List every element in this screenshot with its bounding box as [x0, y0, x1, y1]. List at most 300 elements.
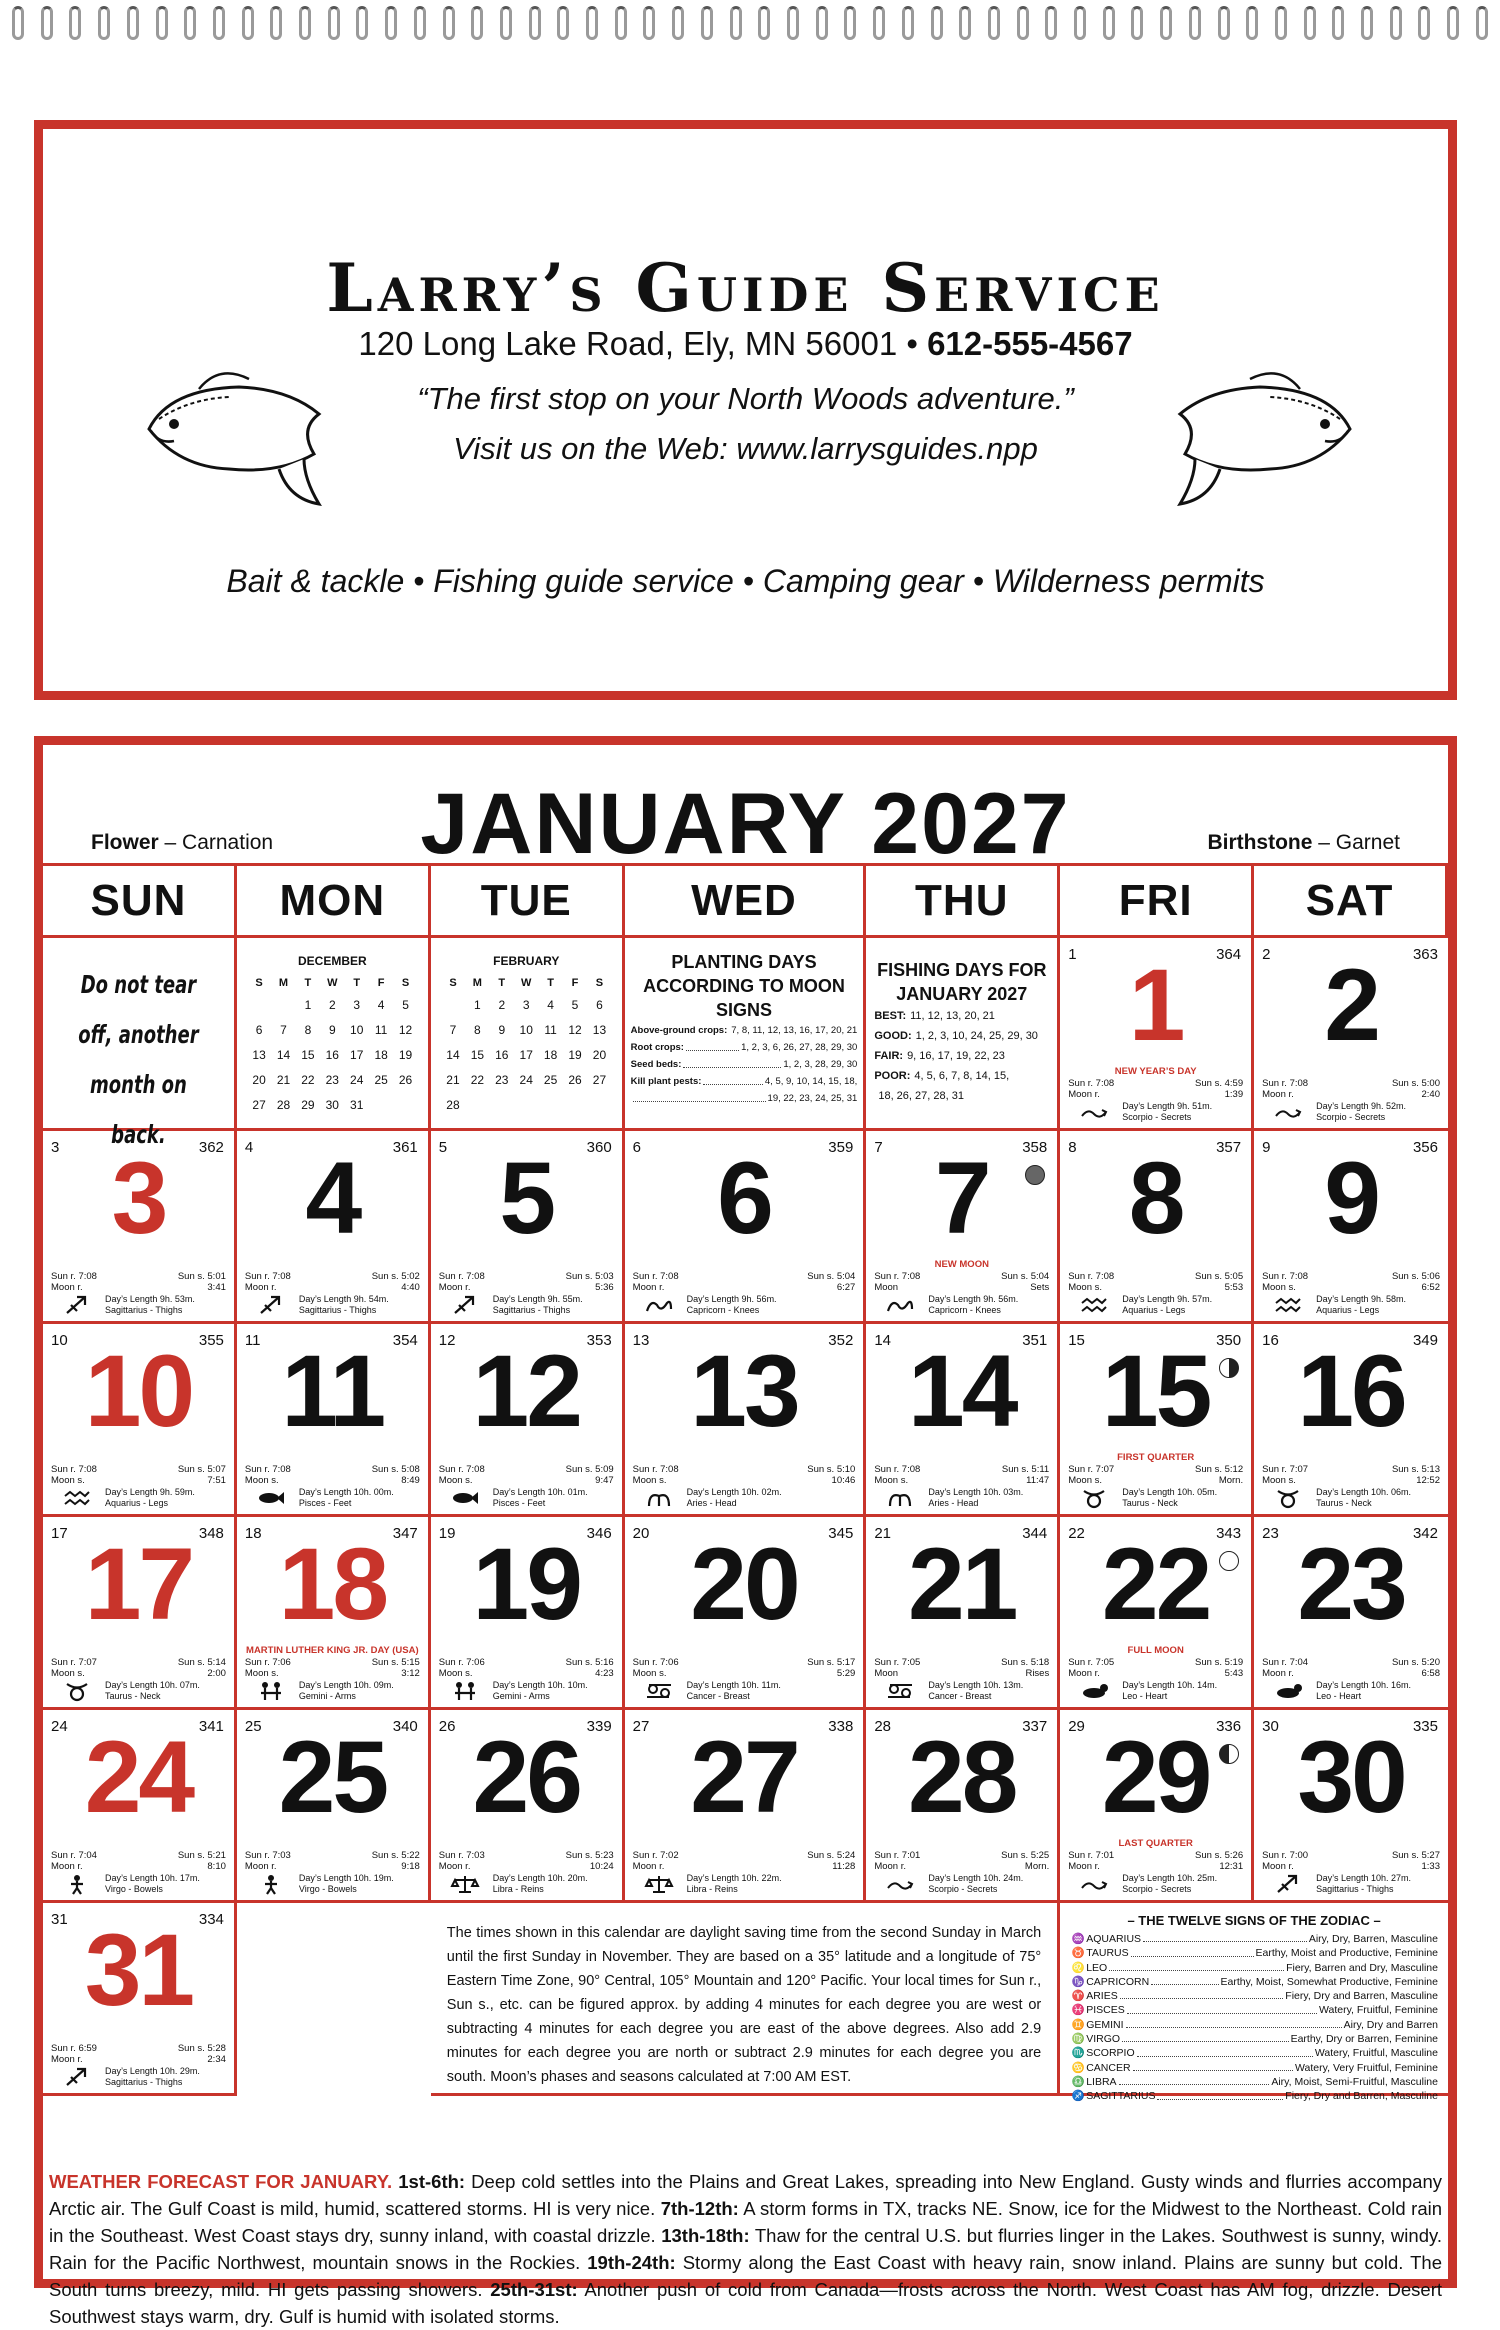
moon-label: Moon r. [51, 1282, 83, 1293]
planting-row-value: 1, 2, 3, 28, 29, 30 [783, 1059, 858, 1070]
moon-label: Moon r. [244, 1861, 277, 1872]
bass-fish-left-icon [129, 359, 339, 509]
mini-weekday-label: T [304, 977, 312, 989]
spiral-loop [643, 6, 655, 40]
day-length: Day’s Length 10h. 29m. [105, 2066, 200, 2076]
day-length: Day’s Length 10h. 14m. [1122, 1680, 1218, 1690]
day-cell-6[interactable] [625, 1131, 867, 1324]
zodiac-sign-part: Taurus - Neck [1316, 1498, 1372, 1508]
sun-times [633, 1271, 856, 1282]
sun-times [51, 2043, 226, 2054]
day-cell-14[interactable] [866, 1324, 1060, 1517]
day-length: Day’s Length 10h. 22m. [686, 1873, 782, 1883]
moon-time: 11:28 [832, 1861, 856, 1872]
mini-weekday-label: S [255, 977, 263, 989]
moon-label: Moon r. [874, 1861, 907, 1872]
planting-row [631, 1090, 858, 1107]
moon-times [633, 1475, 856, 1486]
zodiac-sign-part: Scorpio - Secrets [1122, 1884, 1192, 1894]
days-remaining: 342 [1412, 1525, 1438, 1542]
moon-times [633, 1861, 856, 1872]
moon-time: 2:40 [1421, 1089, 1440, 1100]
sun-times [633, 1850, 856, 1861]
zodiac-sign-part: Libra - Reins [686, 1884, 738, 1894]
spiral-loop [242, 6, 254, 40]
zodiac-cap-icon [886, 1295, 914, 1315]
mini-calendar-date: 21 [446, 1072, 460, 1087]
day-cell-3[interactable] [43, 1131, 237, 1324]
sun-times [1068, 1464, 1243, 1475]
zodiac-sag-icon [63, 1295, 91, 1315]
weather-period-text: Another push of cold from Canada—frosts across the North. West Coast has AM fog, drizzle. Desert Southwest stays warm, dry. Gulf is humid with isolated storms. [49, 2279, 1442, 2327]
days-remaining: 347 [392, 1525, 418, 1542]
day-length: Day’s Length 9h. 54m. [298, 1294, 389, 1304]
day-cell-24[interactable] [43, 1710, 237, 1903]
mini-calendar-date: 10 [519, 1022, 533, 1037]
mini-calendar-date: 4 [377, 997, 385, 1012]
day-cell-27[interactable] [625, 1710, 867, 1903]
days-remaining: 357 [1216, 1139, 1242, 1156]
mini-calendar-date: 21 [276, 1072, 291, 1087]
day-cell-5[interactable] [431, 1131, 625, 1324]
days-remaining: 349 [1412, 1332, 1438, 1349]
spiral-loop [1103, 6, 1115, 40]
day-length: Day’s Length 10h. 11m. [686, 1680, 781, 1690]
sunset-time: Sun s. 5:19 [1195, 1657, 1244, 1668]
sunset-time: Sun s. 5:06 [1391, 1271, 1440, 1282]
spiral-loop [328, 6, 340, 40]
day-length: Day’s Length 10h. 00m. [298, 1487, 394, 1497]
zodiac-qualities: Airy, Moist, Semi-Fruitful, Masculine [1271, 2075, 1438, 2088]
day-big-number: 18 [278, 1527, 387, 1641]
day-cell-7[interactable] [866, 1131, 1060, 1324]
moon-label: Moon s. [244, 1668, 279, 1679]
moon-time: 3:41 [207, 1282, 226, 1293]
zodiac-sign-part: Cancer - Breast [686, 1691, 750, 1701]
dot-leader [703, 1073, 762, 1085]
day-length: Day’s Length 10h. 07m. [105, 1680, 200, 1690]
dot-leader [1157, 2089, 1283, 2099]
day-cell-28[interactable] [866, 1710, 1060, 1903]
sun-times [874, 1464, 1049, 1475]
sun-times [1262, 1078, 1440, 1089]
zodiac-row [1070, 1975, 1438, 1989]
zodiac-tau-icon [1080, 1488, 1108, 1508]
day-big-number: 1 [1128, 948, 1183, 1062]
moon-times [633, 1282, 856, 1293]
dot-leader [1133, 2061, 1293, 2071]
day-cell-12[interactable] [431, 1324, 625, 1517]
weather-period-label: 25th-31st: [482, 2279, 578, 2300]
zodiac-pis-icon [451, 1488, 479, 1508]
mini-calendar-header-row [441, 974, 612, 992]
spiral-loop [41, 6, 53, 40]
dot-leader [1120, 1989, 1284, 1999]
moon-times [439, 1861, 614, 1872]
moon-times [1262, 1089, 1440, 1100]
dot-leader [1127, 2003, 1317, 2013]
day-cell-13[interactable] [625, 1324, 867, 1517]
day-small-number: 17 [51, 1525, 68, 1542]
mini-calendar-date: 1 [304, 997, 312, 1012]
sunrise-time: Sun r. 7:01 [874, 1850, 921, 1861]
mini-calendar-date: 23 [495, 1072, 509, 1087]
day-cell-15[interactable] [1060, 1324, 1254, 1517]
zodiac-signs-table [1060, 1903, 1448, 2103]
days-remaining: 353 [586, 1332, 612, 1349]
mini-calendar-date: 8 [474, 1022, 481, 1037]
business-slogan: “The first stop on your North Woods adventure.” [417, 381, 1074, 416]
mini-calendar-date: 10 [350, 1022, 364, 1037]
zodiac-gem-icon [257, 1681, 285, 1701]
zodiac-name: GEMINI [1086, 2018, 1124, 2031]
moon-time: 8:49 [401, 1475, 420, 1486]
moon-time: 10:24 [589, 1861, 614, 1872]
zodiac-sign-part: Scorpio - Secrets [1122, 1112, 1192, 1122]
day-length: Day’s Length 10h. 10m. [492, 1680, 588, 1690]
zodiac-name: ARIES [1086, 1990, 1118, 2003]
day-event-label: NEW MOON [934, 1259, 989, 1270]
mini-calendar-date: 24 [350, 1072, 364, 1087]
sunset-time: Sun s. 5:20 [1391, 1657, 1440, 1668]
moon-time: 5:53 [1224, 1282, 1244, 1293]
sunrise-time: Sun r. 7:07 [51, 1657, 97, 1668]
spiral-loop [500, 6, 512, 40]
sun-times [1068, 1271, 1243, 1282]
mini-calendar-date: 17 [350, 1047, 364, 1062]
moon-time: 8:10 [207, 1861, 226, 1872]
day-big-number: 3 [111, 1141, 166, 1255]
zodiac-can-icon [645, 1681, 673, 1701]
moon-times [245, 1668, 420, 1679]
zodiac-vir-icon [257, 1874, 285, 1894]
weather-forecast [49, 2168, 1442, 2330]
day-cell-29[interactable] [1060, 1710, 1254, 1903]
time-explanation-note: The times shown in this calendar are daylight saving time from the second Sunday in March until the first Sunday in November. They are based on a 35° latitude and a longitude of 75° Eastern Time Zone, 90° Central, 105° Mountain and 120° Pacific. Your local times for Sun r., Sun s., etc. can be figured approx. by adding 4 minutes for each degree you are west or subtracting 4 minutes for each degree you are east of the above degrees. Also add 2.9 minutes for each degree you are north or subtract 2.9 minutes for each degree you are south. Moon’s phases and seasons calculated at 7:00 AM EST. [431, 1903, 1060, 2096]
day-cell-16[interactable] [1254, 1324, 1448, 1517]
mini-weekday-label: W [521, 977, 532, 989]
day-small-number: 28 [874, 1718, 892, 1735]
calendar-grid [43, 863, 1448, 2103]
day-cell-9[interactable] [1254, 1131, 1448, 1324]
sunrise-time: Sun r. 7:08 [1068, 1271, 1115, 1282]
day-event-label: FULL MOON [1127, 1645, 1184, 1656]
spiral-loop [1218, 6, 1230, 40]
spiral-loop [443, 6, 455, 40]
mini-calendar-date [441, 992, 465, 1017]
day-cell-31[interactable] [43, 1903, 237, 2096]
zodiac-qualities: Fiery, Barren and Dry, Masculine [1286, 1961, 1438, 1974]
zodiac-sign-part: Virgo - Bowels [298, 1884, 357, 1894]
moon-label: Moon r. [1262, 1089, 1294, 1100]
spiral-loop [586, 6, 598, 40]
mini-calendar-date [490, 1092, 514, 1117]
fishing-row-label: POOR: [874, 1070, 911, 1082]
mini-calendar-date: 6 [596, 997, 603, 1012]
day-length: Day’s Length 9h. 59m. [105, 1487, 195, 1497]
mini-weekday-label: S [401, 977, 410, 989]
sun-times [1262, 1464, 1440, 1475]
day-cell-11[interactable] [237, 1324, 431, 1517]
mini-calendar-date: 18 [543, 1047, 558, 1062]
day-small-number: 30 [1262, 1718, 1279, 1735]
sun-times [439, 1657, 614, 1668]
sunset-time: Sun s. 5:26 [1195, 1850, 1244, 1861]
spiral-loop [1189, 6, 1201, 40]
zodiac-sign-part: Capricorn - Knees [686, 1305, 760, 1315]
mini-calendar-date [271, 992, 295, 1017]
mini-weekday-label: M [472, 977, 482, 989]
mini-weekday-label: T [547, 977, 554, 989]
fishing-title: FISHING DAYS FOR JANUARY 2027 [877, 960, 1047, 1004]
day-length: Day’s Length 10h. 09m. [298, 1680, 394, 1690]
day-cell-1[interactable] [1060, 938, 1254, 1131]
day-small-number: 5 [438, 1139, 448, 1156]
day-small-number: 23 [1262, 1525, 1279, 1542]
days-remaining: 355 [198, 1332, 224, 1349]
planting-row-label: Above-ground crops: [630, 1025, 728, 1036]
day-cell-23[interactable] [1254, 1517, 1448, 1710]
month-title: JANUARY 2027 [420, 776, 1071, 872]
days-remaining: 360 [586, 1139, 612, 1156]
weather-period-text: Deep cold settles into the Plains and Great Lakes, spreading into New England. Gusty winds and flurries accompany Arctic air. The Gulf Coast is mild, humid, scattered storms. HI is very nice. [49, 2171, 1443, 2219]
dot-leader [1122, 2032, 1289, 2042]
day-cell-4[interactable] [237, 1131, 431, 1324]
mini-calendar-date: 2 [498, 997, 506, 1012]
day-cell-25[interactable] [237, 1710, 431, 1903]
sun-times [245, 1657, 420, 1668]
mini-calendar-date: 12 [568, 1022, 582, 1037]
spiral-loop [414, 6, 426, 40]
zodiac-scorpio-icon [886, 1874, 914, 1894]
moon-label: Moon s. [438, 1475, 473, 1486]
mini-weekday-label: M [278, 977, 289, 989]
zodiac-row [1070, 2061, 1438, 2075]
zodiac-can-icon [886, 1681, 914, 1701]
moon-times [51, 2054, 226, 2065]
day-cell-18[interactable] [237, 1517, 431, 1710]
moon-label: Moon r. [1068, 1089, 1100, 1100]
sunrise-time: Sun r. 7:05 [1068, 1657, 1115, 1668]
sun-times [51, 1657, 226, 1668]
mini-calendar-date: 28 [446, 1097, 460, 1112]
zodiac-name: SAGITTARIUS [1086, 2090, 1156, 2103]
mini-calendar-date: 24 [519, 1072, 533, 1087]
sun-times [439, 1464, 614, 1475]
day-cell-2[interactable] [1254, 938, 1448, 1131]
day-small-number: 15 [1068, 1332, 1085, 1349]
day-small-number: 29 [1068, 1718, 1085, 1735]
moon-time: 6:52 [1421, 1282, 1440, 1293]
flower-label [91, 831, 273, 855]
fishing-row [874, 1006, 1049, 1026]
mini-calendar-date: 4 [547, 997, 554, 1012]
birthstone-heading: Birthstone [1207, 831, 1313, 854]
day-small-number: 11 [244, 1332, 261, 1349]
moon-time: 1:33 [1421, 1861, 1440, 1872]
mini-calendar-table [441, 974, 612, 1117]
zodiac-glyph-icon: ♓ [1071, 2004, 1085, 2017]
fishing-days-box [866, 938, 1060, 1131]
dot-leader [1143, 1932, 1307, 1942]
moon-time: Morn. [1024, 1861, 1050, 1872]
dot-leader [1131, 1946, 1254, 1956]
zodiac-sign-part: Scorpio - Secrets [1316, 1112, 1386, 1122]
moon-times [1068, 1668, 1243, 1679]
spiral-loop [1275, 6, 1287, 40]
planting-row-label: Kill plant pests: [630, 1076, 702, 1087]
spiral-loop [127, 6, 139, 40]
spiral-loop [1447, 6, 1459, 40]
mini-calendar-date: 5 [402, 997, 409, 1012]
sunset-time: Sun s. 5:11 [1001, 1464, 1050, 1475]
sunrise-time: Sun r. 7:02 [632, 1850, 679, 1861]
day-big-number: 24 [84, 1720, 193, 1834]
day-cell-17[interactable] [43, 1517, 237, 1710]
moon-phase-icon [1219, 1551, 1239, 1571]
day-small-number: 22 [1068, 1525, 1085, 1542]
sunset-time: Sun s. 5:27 [1391, 1850, 1440, 1861]
day-big-number: 8 [1128, 1141, 1183, 1255]
fishing-row [874, 1026, 1049, 1046]
mini-calendar-week [247, 992, 418, 1017]
day-length: Day’s Length 9h. 52m. [1316, 1101, 1406, 1111]
zodiac-ari-icon [886, 1488, 914, 1508]
days-remaining: 358 [1022, 1139, 1048, 1156]
day-big-number: 23 [1297, 1527, 1405, 1641]
day-small-number: 25 [244, 1718, 262, 1735]
day-small-number: 8 [1068, 1139, 1077, 1156]
zodiac-tau-icon [1274, 1488, 1302, 1508]
moon-times [439, 1282, 614, 1293]
days-remaining: 356 [1412, 1139, 1438, 1156]
zodiac-row [1070, 2032, 1438, 2046]
day-length: Day’s Length 9h. 51m. [1122, 1101, 1213, 1111]
zodiac-name: TAURUS [1086, 1947, 1129, 1960]
business-services: Bait & tackle • Fishing guide service • Camping gear • Wilderness permits [226, 563, 1265, 599]
zodiac-name: LIBRA [1086, 2075, 1117, 2088]
day-length: Day’s Length 9h. 58m. [1316, 1294, 1406, 1304]
day-big-number: 2 [1324, 948, 1378, 1062]
sun-times [633, 1464, 856, 1475]
mini-calendar-date: 16 [495, 1047, 509, 1062]
moon-times [874, 1861, 1049, 1872]
zodiac-glyph-icon: ♊ [1071, 2018, 1085, 2031]
sun-times [51, 1850, 226, 1861]
zodiac-qualities: Earthy, Dry or Barren, Feminine [1290, 2033, 1438, 2046]
mini-calendar-date: 14 [276, 1047, 291, 1062]
mini-calendar-date: 13 [252, 1047, 266, 1062]
zodiac-row [1070, 2003, 1438, 2017]
sunset-time: Sun s. 4:59 [1195, 1078, 1244, 1089]
zodiac-row [1070, 1932, 1438, 1946]
day-cell-19[interactable] [431, 1517, 625, 1710]
day-cell-8[interactable] [1060, 1131, 1254, 1324]
mini-calendar-date: 28 [276, 1097, 291, 1112]
moon-time: 2:00 [207, 1668, 226, 1679]
zodiac-name: LEO [1086, 1961, 1108, 1974]
day-cell-21[interactable] [866, 1517, 1060, 1710]
days-remaining: 351 [1022, 1332, 1048, 1349]
moon-time: 10:46 [831, 1475, 856, 1486]
day-cell-22[interactable] [1060, 1517, 1254, 1710]
moon-times [51, 1475, 226, 1486]
zodiac-glyph-icon: ♌ [1071, 1961, 1085, 1974]
mini-calendar-title: FEBRUARY [493, 954, 560, 968]
sunrise-time: Sun r. 7:01 [1068, 1850, 1115, 1861]
sunrise-time: Sun r. 7:06 [438, 1657, 485, 1668]
zodiac-sag-icon [63, 2067, 91, 2087]
spiral-loop [12, 6, 24, 40]
sunset-time: Sun s. 5:23 [565, 1850, 614, 1861]
day-small-number: 18 [244, 1525, 262, 1542]
mini-calendar-week [441, 1042, 612, 1067]
moon-label: Moon s. [51, 1475, 85, 1486]
moon-time: 11:47 [1026, 1475, 1050, 1486]
spiral-loop [615, 6, 627, 40]
sunrise-time: Sun r. 7:08 [438, 1464, 485, 1475]
mini-calendar-date: 2 [328, 997, 336, 1012]
weather-period-text: Thaw for the central U.S. but flurries linger in the Lakes. Southwest is sunny, windy. Rain for the Pacific Northwest, mountain snows in the Rockies. [49, 2225, 1442, 2273]
zodiac-qualities: Earthy, Moist and Productive, Feminine [1255, 1947, 1438, 1960]
moon-time: 9:18 [401, 1861, 420, 1872]
day-big-number: 27 [690, 1720, 798, 1834]
mini-calendar-date: 27 [252, 1097, 266, 1112]
days-remaining: 359 [828, 1139, 854, 1156]
day-length: Day’s Length 10h. 05m. [1122, 1487, 1218, 1497]
sunrise-time: Sun r. 6:59 [51, 2043, 97, 2054]
day-small-number: 10 [51, 1332, 68, 1349]
moon-times [245, 1475, 420, 1486]
zodiac-sign-part: Sagittarius - Thighs [492, 1305, 571, 1315]
moon-label: Moon r. [1068, 1668, 1100, 1679]
day-length: Day’s Length 10h. 06m. [1316, 1487, 1412, 1497]
zodiac-glyph-icon: ♍ [1071, 2033, 1085, 2046]
spiral-loop [385, 6, 397, 40]
moon-label: Moon s. [1262, 1475, 1296, 1486]
day-cell-20[interactable] [625, 1517, 867, 1710]
fishing-row-label: FAIR: [874, 1050, 904, 1062]
day-cell-26[interactable] [431, 1710, 625, 1903]
day-big-number: 21 [908, 1527, 1016, 1641]
zodiac-sag-icon [257, 1295, 285, 1315]
days-remaining: 354 [392, 1332, 418, 1349]
zodiac-row [1070, 2089, 1438, 2103]
day-length: Day’s Length 10h. 20m. [492, 1873, 588, 1883]
zodiac-glyph-icon: ♐ [1071, 2090, 1085, 2103]
day-small-number: 9 [1262, 1139, 1271, 1156]
sunset-time: Sun s. 5:04 [807, 1271, 856, 1282]
mini-weekday-label: S [595, 977, 604, 989]
zodiac-qualities: Watery, Fruitful, Masculine [1314, 2047, 1438, 2060]
moon-label: Moon r. [244, 1282, 277, 1293]
mini-calendar-date: 27 [592, 1072, 607, 1087]
day-cell-10[interactable] [43, 1324, 237, 1517]
mini-calendar-date: 14 [446, 1047, 460, 1062]
planting-row [631, 1073, 858, 1090]
calendar-page [34, 736, 1457, 2327]
day-name-sat: SAT [1254, 866, 1448, 938]
sunset-time: Sun s. 5:16 [565, 1657, 614, 1668]
zodiac-name: CAPRICORN [1086, 1975, 1150, 1988]
zodiac-sign-part: Aquarius - Legs [105, 1498, 169, 1508]
day-length: Day’s Length 10h. 01m. [492, 1487, 588, 1497]
day-cell-30[interactable] [1254, 1710, 1448, 1903]
moon-time: Sets [1030, 1282, 1050, 1293]
mini-calendar-date: 31 [350, 1097, 364, 1112]
spiral-loop [1332, 6, 1344, 40]
sunset-time: Sun s. 5:21 [177, 1850, 226, 1861]
